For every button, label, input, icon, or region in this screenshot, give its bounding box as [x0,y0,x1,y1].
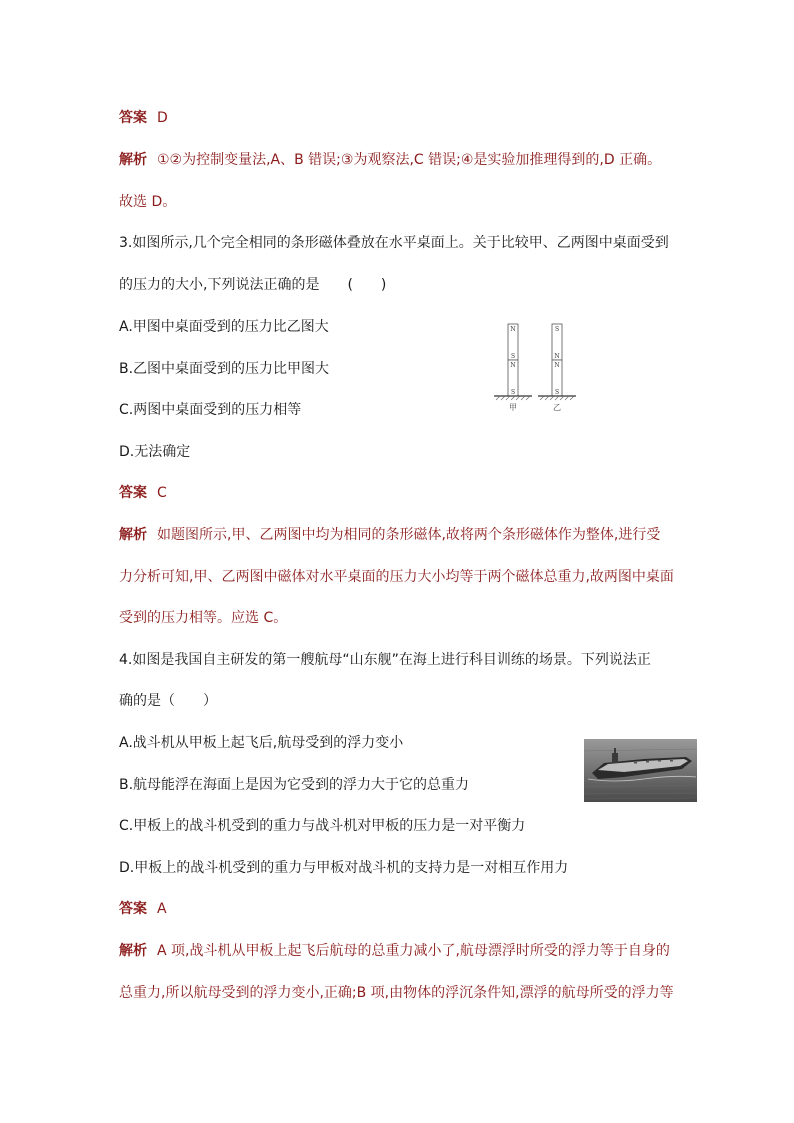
answer-label: 答案 [119,110,147,126]
option-d: D.甲板上的战斗机受到的重力与甲板对战斗机的支持力是一对相互作用力 [119,860,569,876]
analysis-text: A 项,战斗机从甲板上起飞后航母的总重力减小了,航母漂浮时所受的浮力等于自身的 [157,943,670,959]
pole-label: N [554,353,560,360]
analysis-line-4a [119,941,670,961]
option-b: B.航母能浮在海面上是因为它受到的浮力大于它的总重力 [119,777,470,793]
analysis-label: 解析 [119,943,147,959]
analysis-text: 受到的压力相等。应选 C。 [119,610,288,626]
option-a: A.战斗机从甲板上起飞后,航母受到的浮力变小 [119,735,404,751]
figure-label-yi: 乙 [553,403,561,412]
analysis-label: 解析 [119,152,147,168]
pole-label: S [510,353,516,360]
analysis-text: 力分析可知,甲、乙两图中磁体对水平桌面的压力大小均等于两个磁体总重力,故两图中桌面 [119,569,674,585]
question-4-stem: 4.如图是我国自主研发的第一艘航母“山东舰”在海上进行科目训练的场景。下列说法正 [119,652,651,668]
answer-value: A [157,901,167,917]
option-c: C.甲板上的战斗机受到的重力与战斗机对甲板的压力是一对平衡力 [119,818,526,834]
option-d: D.无法确定 [119,444,191,460]
analysis-text: 故选 D。 [119,194,177,210]
aircraft-carrier-photo [584,739,697,802]
answer-value: C [157,485,167,501]
figure-label-jia: 甲 [509,403,517,412]
stacked-magnets-figure [494,322,604,414]
pole-label: S [554,326,560,333]
pole-label: S [510,389,516,396]
analysis-text: 如题图所示,甲、乙两图中均为相同的条形磁体,故将两个条形磁体作为整体,进行受 [157,527,661,543]
analysis-text: 总重力,所以航母受到的浮力变小,正确;B 项,由物体的浮沉条件知,漂浮的航母所受的浮力等 [119,985,674,1001]
pole-label: S [554,389,560,396]
pole-label: N [510,362,516,369]
answer-value: D [157,110,168,126]
option-a: A.甲图中桌面受到的压力比乙图大 [119,319,329,335]
pole-label: N [554,362,560,369]
answer-line-4 [119,899,167,919]
analysis-text: ①②为控制变量法,A、B 错误;③为观察法,C 错误;④是实验加推理得到的,D 正确。 [157,152,662,168]
answer-line-1 [119,108,168,128]
table-hatching [496,396,574,400]
question-3-stem: 的压力的大小,下列说法正确的是 ( ) [119,277,387,293]
answer-label: 答案 [119,485,147,501]
question-4-stem: 确的是（ ） [119,693,217,709]
analysis-line-1a [119,150,661,170]
option-c: C.两图中桌面受到的压力相等 [119,402,302,418]
question-3-stem: 3.如图所示,几个完全相同的条形磁体叠放在水平桌面上。关于比较甲、乙两图中桌面受到 [119,235,669,251]
analysis-label: 解析 [119,527,147,543]
answer-line-3 [119,483,167,503]
pole-label: N [510,326,516,333]
answer-label: 答案 [119,901,147,917]
option-b: B.乙图中桌面受到的压力比甲图大 [119,361,330,377]
analysis-line-3a [119,525,660,545]
